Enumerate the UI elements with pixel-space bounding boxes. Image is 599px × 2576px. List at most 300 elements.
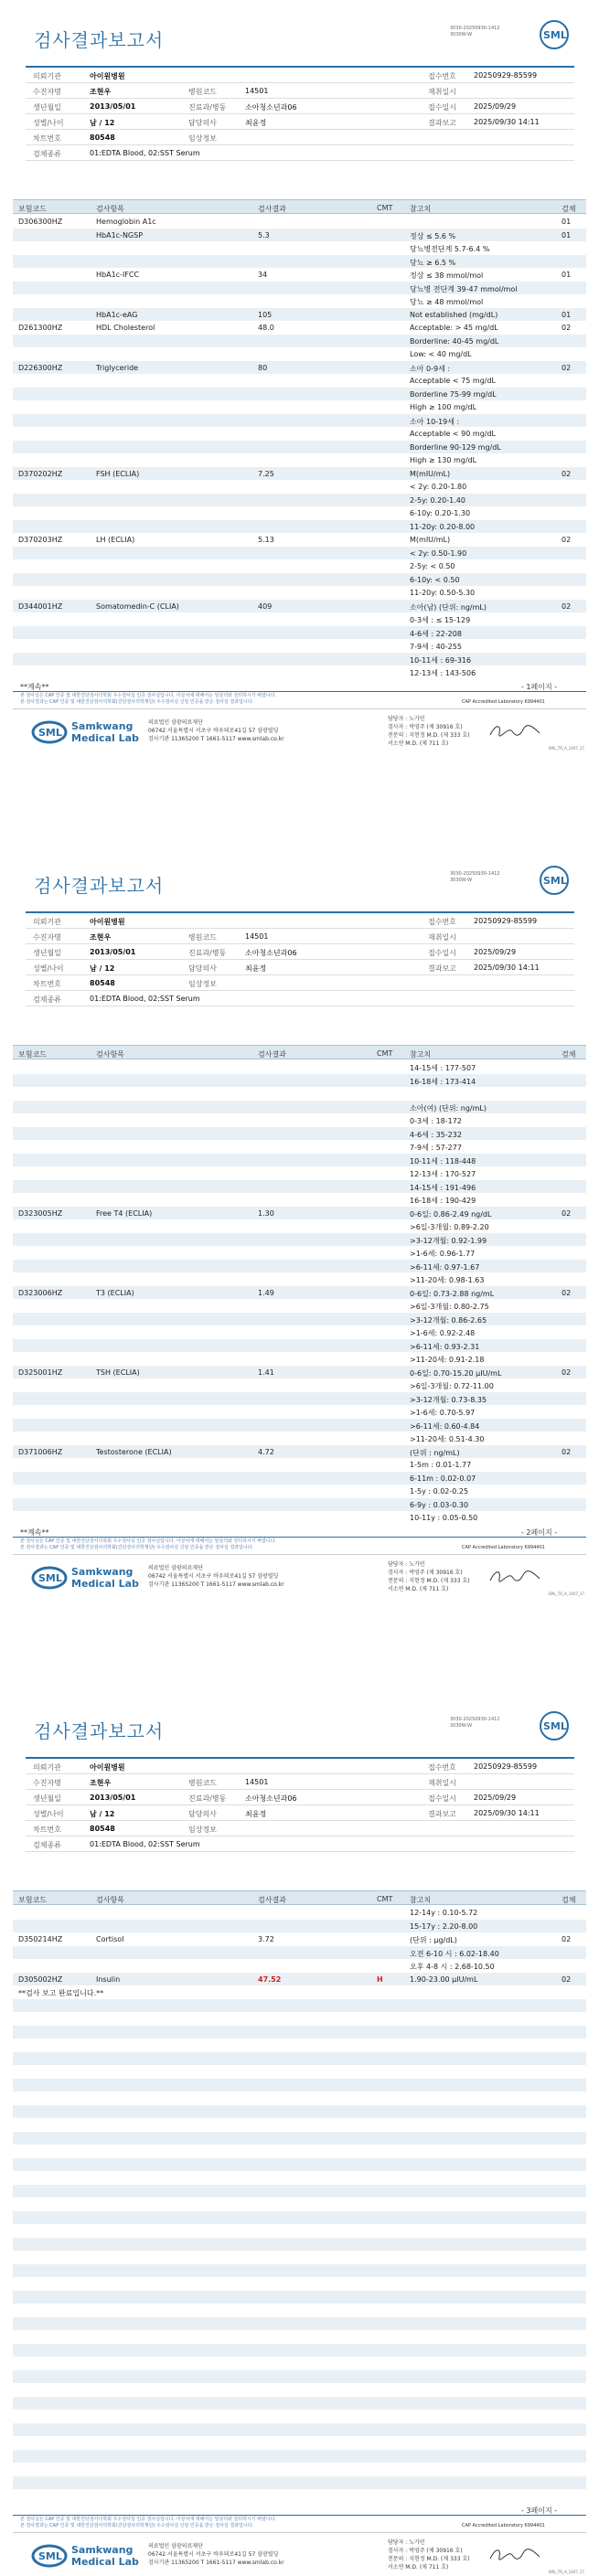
cell-reference: 소아(남) (단위: ng/mL) [410,602,487,612]
document-id-line: 3030W-W [450,1723,473,1729]
cell-result: 1.49 [258,1288,274,1297]
header-label-dob: 생년월일 [33,949,61,957]
signatories [388,715,470,748]
table-row [13,2410,586,2423]
table-row [13,1445,586,1459]
cell-reference: >11-20세: 0.91-2.18 [410,1356,485,1364]
header-value-sample: 01:EDTA Blood, 02:SST Serum [90,149,200,157]
form-version: SML_TR_A_1407_17 [548,745,584,750]
note-line: 본 검사결과는 CAP 인증 및 대한진단검사의학회(진단검사의학재단) 우수검사실 신임 인증을 받은 검사실 결과입니다. [20,2522,254,2528]
samkwang-logo-icon [31,1566,68,1590]
cell-reference: 1.90-23.00 μIU/mL [410,1975,478,1984]
patient-header [26,1757,574,1852]
cell-specimen: 02 [562,363,572,372]
footer-info [148,719,284,743]
table-row [13,347,586,361]
header-row [26,991,574,1006]
cell-specimen: 02 [562,601,572,611]
table-row [13,2238,586,2251]
header-label-receipt: 접수번호 [428,72,456,80]
patient-header [26,911,574,1006]
cell-test: Somatomedin-C (CLIA) [96,601,179,611]
table-row [13,612,586,626]
table-row [13,2463,586,2476]
cell-specimen: 02 [562,324,572,332]
cell-specimen: 02 [562,1975,572,1984]
header-row [26,975,574,991]
page-number: - 3페이지 - [521,2506,558,2515]
cell-result: 48.0 [258,324,274,332]
cell-test: Free T4 (ECLIA) [96,1208,153,1218]
table-row [13,1219,586,1233]
header-value-sample: 01:EDTA Blood, 02:SST Serum [90,1840,200,1848]
header-label-receipt: 접수번호 [428,1763,456,1772]
info-line: 검사기관 11365200 T 1661-5117 www.smlab.co.kr [148,735,284,742]
sml-logo [540,866,569,895]
cell-reference: 2-5y: 0.20-1.40 [410,495,465,505]
cell-reference: Acceptable: > 45 mg/dL [410,324,498,332]
header-row [26,929,574,944]
brand-line: Medical Lab [71,1577,139,1590]
header-label-sex_age: 성별/나이 [33,1810,64,1818]
header-label-chart: 차트번호 [33,134,61,143]
header-label-hosp_code: 병원코드 [188,1779,217,1787]
table-row [13,1906,586,1920]
table-row [13,215,586,229]
table-row [13,1272,586,1286]
cell-test: Cortisol [96,1935,124,1943]
header-value-org: 아이원병원 [90,1763,125,1772]
signature-icon [488,2546,543,2564]
table-row [13,494,586,507]
header-label-org: 의뢰기관 [33,1763,61,1772]
header-label-dept: 진료과/병동 [188,949,227,957]
cell-reference: >6일-3개월: 0.72-11.00 [410,1382,494,1390]
cell-reference: 0-3세 : ≤ 15-129 [410,616,471,624]
header-row [26,145,574,161]
header-value-org: 아이원병원 [90,918,125,926]
cell-reference: Acceptable < 90 mg/dL [410,430,497,438]
column-header: 보험코드 [18,1896,47,1904]
table-row [13,1419,586,1432]
info-line: 의료법인 삼광의료재단 [148,2542,203,2549]
cell-specimen: 01 [562,218,572,226]
document-id-line: 3030W-W [450,32,473,37]
table-row [13,1140,586,1154]
cell-code: D371006HZ [18,1447,63,1456]
cell-reference: M(mIU/mL) [410,536,451,544]
cell-reference: >3-12개월: 0.86-2.65 [410,1315,487,1325]
cell-test: HDL Cholesterol [96,324,155,332]
cell-reference: 0-3세 : 18-172 [410,1117,462,1125]
table-row [13,2357,586,2370]
cell-reference: 6-10y: < 0.50 [410,575,460,584]
cell-reference: 정상 ≤ 38 mmol/mol [410,271,484,280]
header-label-reported: 결과보고 [428,964,456,973]
cell-specimen: 02 [562,536,572,544]
cell-reference: Not established (mg/dL) [410,310,498,319]
cell-reference: M(mIU/mL) [410,469,451,478]
header-row [26,913,574,929]
table-row [13,2370,586,2384]
table-row [13,453,586,467]
header-value-reported: 2025/09/30 14:11 [474,963,540,972]
table-row [13,1233,586,1247]
cell-reference: 7-9세 : 40-255 [410,643,462,651]
document-id [450,1717,500,1730]
document-id [450,26,500,38]
table-row [13,1458,586,1472]
header-label-doctor: 담당의사 [188,119,217,127]
column-header: 검체 [562,1896,576,1904]
column-header: 검체 [562,1050,576,1059]
header-row [26,130,574,145]
column-header: 검사항목 [96,1896,124,1904]
header-value-dept: 소아청소년과06 [245,103,297,112]
cell-code: D370203HZ [18,536,63,544]
cell-test: TSH (ECLIA) [96,1368,140,1377]
table-row [13,388,586,401]
column-header: 검체 [562,205,576,213]
header-label-dob: 생년월일 [33,1794,61,1803]
table-row [13,335,586,348]
column-header: 참고치 [410,1896,432,1904]
cell-reference: 6-11m : 0.02-0.07 [410,1474,476,1483]
cell-result: 3.72 [258,1935,274,1943]
cell-result: 4.72 [258,1447,274,1456]
header-row [26,1805,574,1821]
header-value-receipt: 20250929-85599 [474,917,538,925]
cap-label: CAP Accredited Laboratory 6994401 [462,1544,545,1550]
cell-code: D370202HZ [18,469,63,478]
header-label-receipt: 접수번호 [428,918,456,926]
table-row [13,241,586,255]
results-table-body [13,215,586,679]
cell-result: 105 [258,310,273,319]
signature-icon [488,722,543,740]
table-row [13,1325,586,1339]
column-header: 보험코드 [18,205,47,213]
cell-reference: 14-15세 : 191-496 [410,1183,476,1192]
header-label-doctor: 담당의사 [188,1810,217,1818]
footer [13,708,586,752]
table-row [13,1246,586,1260]
table-row [13,1472,586,1485]
header-value-receipt: 20250929-85599 [474,71,538,80]
column-header: 참고치 [410,1050,432,1059]
header-value-received: 2025/09/29 [474,1794,517,1802]
header-value-doctor: 최윤정 [245,119,267,127]
header-label-received: 접수일시 [428,1794,456,1803]
cell-result: 7.25 [258,469,274,478]
continue-label: **계속** [20,682,49,691]
cap-label: CAP Accredited Laboratory 6994401 [462,698,545,705]
footer-info [148,1564,284,1589]
table-row [13,1392,586,1406]
cell-reference: >1-6세: 0.70-5.97 [410,1409,476,1417]
report-page [0,0,599,846]
cell-reference: High ≥ 100 mg/dL [410,403,477,411]
cell-reference: >1-6세: 0.92-2.48 [410,1329,476,1337]
table-row [13,1946,586,1960]
cell-reference: 소아 0-9세 : [410,364,451,373]
header-label-redraw: 재취일시 [428,1779,456,1787]
signatory-line: 담당자 : 노가민 [388,1560,425,1568]
table-row [13,2264,586,2278]
table-row [13,1498,586,1512]
svg-text:SML: SML [38,1571,62,1584]
cell-reference: 소아(여) (단위: ng/mL) [410,1103,487,1112]
info-line: 검사기관 11365200 T 1661-5117 www.smlab.co.kr [148,2559,284,2566]
table-row [13,1352,586,1366]
header-label-dob: 생년월일 [33,103,61,112]
cell-test: LH (ECLIA) [96,536,135,544]
table-row [13,2489,586,2503]
table-row [13,1378,586,1392]
table-row [13,626,586,640]
table-row [13,1166,586,1180]
header-label-dept: 진료과/병동 [188,1794,227,1803]
header-label-redraw: 재취일시 [428,933,456,942]
cell-code: D226300HZ [18,363,63,372]
svg-text:SML: SML [38,726,62,739]
continue-label: **계속** [20,1528,49,1537]
footer [13,1554,586,1598]
cell-reference: 0-6일: 0.86-2.49 ng/dL [410,1209,492,1219]
cell-reference: 오전 6-10 시 : 6.02-18.40 [410,1949,499,1958]
table-row [13,2185,586,2198]
signatory-line: 서소연 M.D. (제 711 호) [388,1585,449,1592]
table-row [13,1180,586,1194]
footer-brand [71,720,139,744]
table-row [13,268,586,282]
cell-specimen: 01 [562,230,572,240]
cell-code: D323005HZ [18,1208,63,1218]
column-header: CMT [377,1049,393,1058]
table-row [13,414,586,428]
footer-brand [71,1566,139,1590]
header-value-sample: 01:EDTA Blood, 02:SST Serum [90,995,200,1003]
table-row [13,1485,586,1498]
cell-code: D261300HZ [18,324,63,332]
page-title: 검사결과보고서 [34,1720,165,1742]
cell-reference: 1-5y : 0.02-0.25 [410,1487,469,1496]
table-row [13,2423,586,2437]
sml-logo [540,1711,569,1740]
cell-test: Testosterone (ECLIA) [96,1447,172,1456]
cell-specimen: 01 [562,271,572,279]
table-row [13,1313,586,1326]
header-label-hosp_code: 병원코드 [188,88,217,96]
column-header: 검사결과 [258,205,286,213]
cell-result: 47.52 [258,1975,282,1984]
divider [13,691,586,692]
report-page [0,846,599,1691]
patient-header [26,66,574,161]
document-id [450,871,500,884]
table-row [13,282,586,295]
header-value-reported: 2025/09/30 14:11 [474,1809,540,1817]
cell-reference: >1-6세: 0.96-1.77 [410,1250,476,1258]
table-row [13,1286,586,1300]
table-row [13,2251,586,2264]
cell-reference: < 2y: 0.20-1.80 [410,483,467,491]
cell-reference: Borderline 75-99 mg/dL [410,389,497,399]
header-label-received: 접수일시 [428,949,456,957]
table-row [13,2450,586,2464]
table-row [13,2344,586,2358]
table-row [13,1366,586,1379]
cell-reference: 6-9y : 0.03-0.30 [410,1500,469,1509]
table-row [13,520,586,534]
signatory-line: 검사자 : 박영주 (제 30916 호) [388,2547,463,2554]
results-table-header [13,199,586,214]
cell-reference: Low: < 40 mg/dL [410,350,472,358]
header-value-sex_age: 남 / 12 [90,119,115,127]
cell-cmt: H [377,1975,383,1984]
header-label-patient: 수진자명 [33,1779,61,1787]
signatory-line: 서소연 M.D. (제 711 호) [388,740,449,747]
table-row [13,2476,586,2490]
cell-specimen: 02 [562,1368,572,1377]
accreditation-note [20,1538,386,1551]
divider [13,2515,586,2516]
header-row [26,68,574,83]
table-row [13,1060,586,1074]
cell-reference: >11-20세: 0.98-1.63 [410,1276,485,1284]
results-table-header [13,1890,586,1905]
cell-reference: 15-17y : 2.20-8.00 [410,1921,478,1931]
table-row [13,1985,586,1999]
table-row [13,1154,586,1167]
brand-line: Medical Lab [71,731,139,744]
column-header: CMT [377,204,393,212]
header-row [26,960,574,975]
table-row [13,1973,586,1986]
info-line: 06742 서울특별시 서초구 바우뫼로41길 57 삼광빌딩 [148,2550,279,2558]
header-label-redraw: 재취일시 [428,88,456,96]
header-label-clinical: 임상정보 [188,980,217,988]
cell-specimen: 01 [562,310,572,319]
header-row [26,1759,574,1774]
cell-reference: >6일-3개월: 0.89-2.20 [410,1223,489,1231]
cell-reference: 오후 4-8 시 : 2.68-10.50 [410,1963,495,1971]
header-value-hosp_code: 14501 [245,932,269,941]
cell-reference: 당뇨 ≥ 48 mmol/mol [410,298,484,306]
cell-test: FSH (ECLIA) [96,469,140,478]
cell-reference: 10-11y : 0.05-0.50 [410,1514,478,1522]
cell-code: D323006HZ [18,1288,63,1297]
note-line: 본 검사결과는 CAP 인증 및 대한진단검사의학회(진단검사의학재단) 우수검사실 신임 인증을 받은 검사실 결과입니다. [20,1544,254,1550]
header-label-sample: 검체종류 [33,995,61,1004]
info-line: 의료법인 삼광의료재단 [148,1564,203,1571]
table-row [13,1074,586,1088]
header-label-reported: 결과보고 [428,1810,456,1818]
cell-reference: >3-12개월: 0.92-1.99 [410,1236,487,1245]
cell-reference: 당뇨병 전단계 39-47 mmol/mol [410,284,518,293]
table-row [13,1432,586,1445]
column-header: CMT [377,1895,393,1903]
table-row [13,2291,586,2305]
header-label-sample: 검체종류 [33,150,61,158]
cell-reference: >6-11세: 0.93-2.31 [410,1342,480,1351]
table-row [13,639,586,653]
divider [13,1537,586,1538]
cell-reference: 4-6세 : 22-208 [410,629,462,638]
cell-reference: 16-18세 : 173-414 [410,1077,476,1086]
signatory-line: 전문의 : 지현정 M.D. (제 333 호) [388,731,470,739]
table-row [13,1260,586,1273]
column-header: 보험코드 [18,1050,47,1059]
header-value-dob: 2013/05/01 [90,1794,136,1802]
table-row [13,2317,586,2331]
cell-reference: 당뇨병전단계 5.7-6.4 % [410,245,490,253]
table-row [13,2145,586,2158]
cell-result: 34 [258,271,268,279]
header-value-dob: 2013/05/01 [90,948,136,956]
header-value-chart: 80548 [90,1825,115,1833]
signatory-line: 검사자 : 박영주 (제 30916 호) [388,723,463,730]
table-row [13,2012,586,2026]
signatory-line: 서소연 M.D. (제 711 호) [388,2563,449,2571]
cell-reference: < 2y: 0.50-1.90 [410,548,467,558]
table-row [13,2397,586,2411]
table-row [13,506,586,520]
header-value-hosp_code: 14501 [245,1778,269,1786]
signatory-line: 담당자 : 노가민 [388,2539,425,2546]
header-label-clinical: 임상정보 [188,1826,217,1834]
table-row [13,2436,586,2450]
table-row [13,1113,586,1127]
report-page [0,1691,599,2574]
table-row [13,1207,586,1220]
document-id-line: 3030-20250930-1412 [450,1717,500,1722]
table-row [13,2330,586,2344]
footer-info [148,2542,284,2567]
signature-icon [488,1568,543,1586]
end-note: **검사 보고 완료입니다.** [18,1989,104,1997]
table-row [13,2038,586,2052]
page-title: 검사결과보고서 [34,875,165,897]
header-value-dept: 소아청소년과06 [245,949,297,957]
header-value-patient: 조현우 [90,933,112,942]
page-title: 검사결과보고서 [34,29,165,51]
cell-reference: 11-20y: 0.20-8.00 [410,522,476,531]
results-table-header [13,1045,586,1059]
cell-reference: 2-5y: < 0.50 [410,562,455,570]
cell-reference: 4-6세 : 35-232 [410,1130,462,1139]
cell-reference: (단위 : ng/mL) [410,1448,460,1457]
header-label-chart: 차트번호 [33,1826,61,1834]
cell-code: D305002HZ [18,1975,63,1984]
header-value-chart: 80548 [90,133,115,142]
cell-code: D344001HZ [18,601,63,611]
cell-reference: 소아 10-19세 : [410,417,460,426]
header-label-patient: 수진자명 [33,88,61,96]
header-value-doctor: 최윤정 [245,964,267,973]
cell-reference: 12-13세 : 143-506 [410,669,476,677]
document-id-line: 3030-20250930-1412 [450,26,500,31]
sml-logo [540,20,569,49]
header-label-org: 의뢰기관 [33,918,61,926]
table-row [13,2224,586,2238]
table-row [13,1193,586,1207]
samkwang-logo-icon [31,2544,68,2568]
signatories [388,1560,470,1593]
cell-reference: >3-12개월: 0.73-8.35 [410,1395,487,1404]
form-version: SML_TR_A_1407_17 [548,1591,584,1596]
table-row [13,573,586,587]
